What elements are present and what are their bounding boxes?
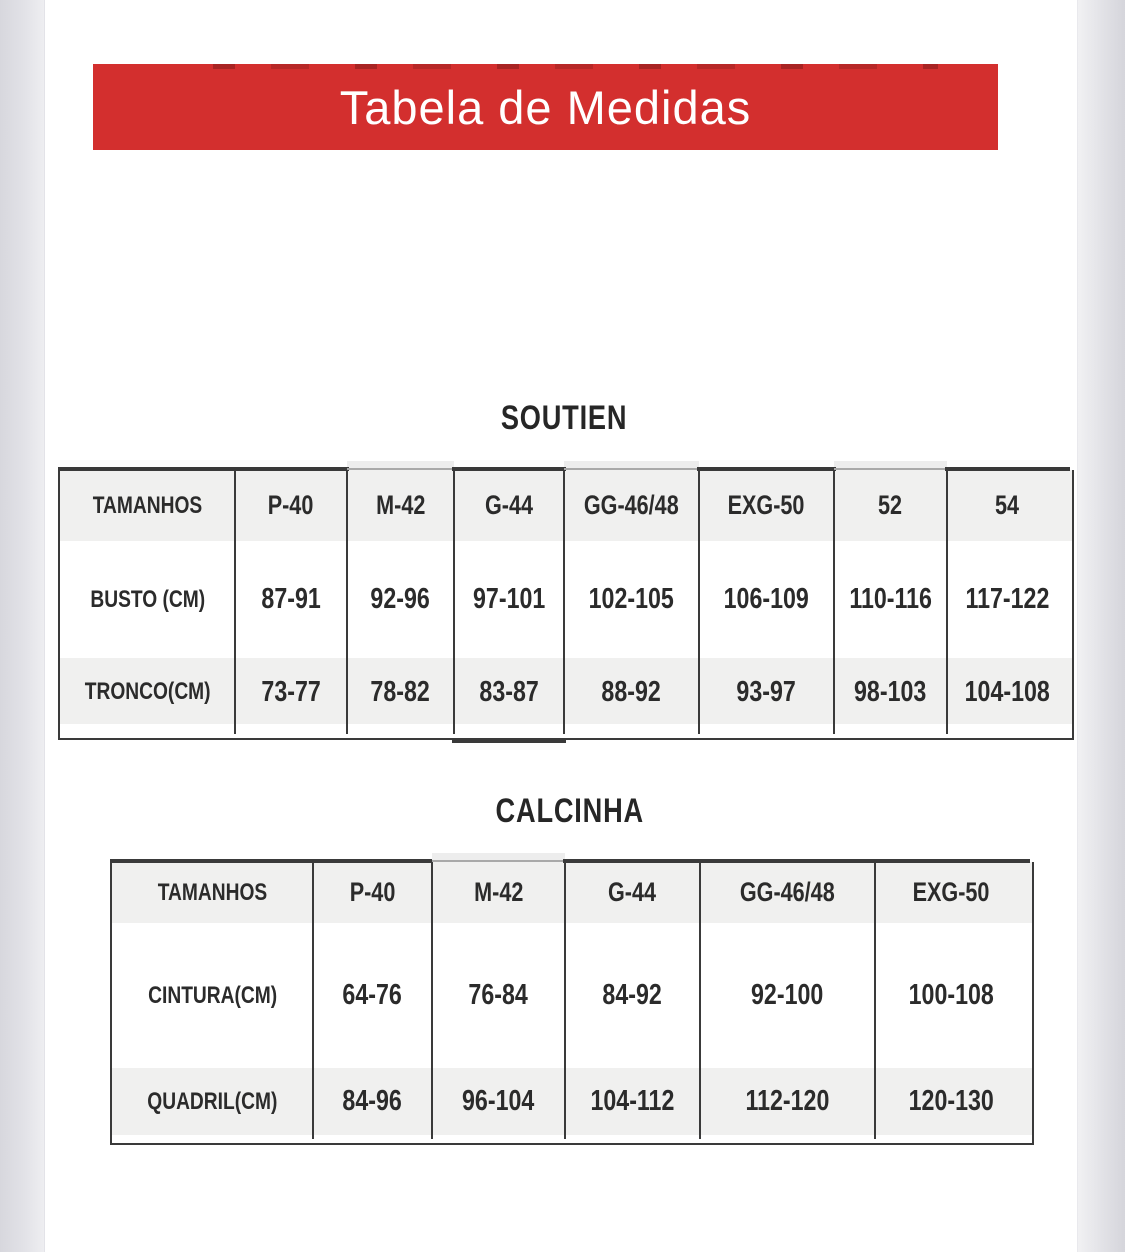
cell-text: TAMANHOS [157, 878, 268, 906]
cell-text: 120-130 [908, 1085, 995, 1117]
calcinha-table-grid [112, 862, 1032, 1143]
cell-text: P-40 [268, 490, 314, 520]
cell-text: 102-105 [588, 583, 675, 615]
cell-text: P-40 [349, 877, 396, 907]
calcinha-size-table [110, 862, 1034, 1145]
column-divider [833, 470, 835, 734]
table-top-border-segment [432, 860, 565, 862]
column-divider [312, 862, 314, 1139]
size-header-cell [699, 470, 834, 541]
cell-text: 83-87 [479, 675, 539, 708]
size-header-cell [834, 470, 947, 541]
size-header-cell [235, 470, 347, 541]
table-border-artifact [564, 461, 699, 468]
measurement-value-cell [347, 658, 454, 734]
table-top-border-segment [697, 467, 836, 471]
measurement-value-cell [947, 541, 1068, 658]
column-divider [564, 862, 566, 1139]
cell-text: 78-82 [370, 675, 431, 708]
cell-text: QUADRIL(CM) [147, 1087, 278, 1115]
measure-label-cell [60, 541, 235, 658]
measurement-value-cell [432, 1068, 565, 1139]
column-divider [431, 862, 433, 1139]
measurement-value-cell [235, 658, 347, 734]
column-divider [563, 470, 565, 734]
table-top-border-segment [564, 468, 699, 470]
measurement-value-cell [564, 658, 699, 734]
corner-header-cell [112, 862, 313, 923]
size-header-cell [565, 862, 700, 923]
column-divider [946, 470, 948, 734]
column-divider [234, 470, 236, 734]
cell-text: 92-100 [751, 979, 824, 1011]
calcinha-section-title [110, 792, 1030, 831]
measurement-value-cell [834, 541, 947, 658]
cell-text: 93-97 [736, 675, 797, 708]
cell-text: 64-76 [342, 979, 403, 1011]
measurement-value-cell [947, 658, 1068, 734]
cell-text: EXG-50 [913, 877, 990, 907]
measurement-value-cell [235, 541, 347, 658]
cell-text: 96-104 [462, 1085, 535, 1117]
measurement-value-cell [347, 541, 454, 658]
cell-text: EXG-50 [728, 490, 805, 520]
size-header-cell [875, 862, 1028, 923]
measure-label-cell [60, 658, 235, 734]
column-divider [699, 862, 701, 1139]
column-divider [346, 470, 348, 734]
cell-text: 76-84 [468, 979, 529, 1011]
soutien-size-table [58, 470, 1074, 740]
cell-text: 112-120 [745, 1085, 830, 1117]
page-sheet [45, 0, 1077, 1252]
size-header-cell [947, 470, 1068, 541]
measurement-value-cell [454, 658, 564, 734]
table-top-border-segment [452, 467, 566, 471]
cell-text: 84-96 [342, 1085, 403, 1117]
measure-label-cell [112, 1068, 313, 1139]
page-right-gutter [1077, 0, 1125, 1252]
measurement-value-cell [313, 923, 432, 1068]
column-divider [874, 862, 876, 1139]
cell-text: G-44 [484, 490, 534, 520]
measurement-value-cell [432, 923, 565, 1068]
measurement-value-cell [700, 923, 875, 1068]
cell-text: G-44 [608, 877, 657, 907]
cell-text: 84-92 [602, 979, 663, 1011]
cell-text: 104-108 [964, 675, 1051, 708]
size-header-cell [564, 470, 699, 541]
measurement-value-cell [875, 1068, 1028, 1139]
corner-header-cell [60, 470, 235, 541]
table-top-border-segment [347, 468, 454, 470]
cell-text: 88-92 [601, 675, 662, 708]
table-top-border-segment [110, 859, 432, 863]
table-bottom-border-artifact [452, 740, 566, 743]
soutien-section-title [58, 399, 1070, 438]
measurement-value-cell [565, 923, 700, 1068]
cell-text: TAMANHOS [92, 491, 203, 519]
size-header-cell [313, 862, 432, 923]
cell-text: CINTURA(CM) [147, 981, 278, 1009]
page-title: Tabela de Medidas [339, 80, 752, 134]
measurement-value-cell [700, 1068, 875, 1139]
measurement-value-cell [564, 541, 699, 658]
measurement-value-cell [875, 923, 1028, 1068]
size-header-cell [347, 470, 454, 541]
cell-text: 98-103 [854, 675, 927, 708]
measure-label-cell [112, 923, 313, 1068]
size-header-cell [454, 470, 564, 541]
soutien-title-text: SOUTIEN [500, 399, 628, 437]
cell-text: 110-116 [849, 583, 932, 615]
cell-text: GG-46/48 [740, 877, 835, 907]
cell-text: 100-108 [908, 979, 995, 1011]
cell-text: 97-101 [472, 583, 546, 615]
table-border-artifact [347, 461, 454, 468]
cell-text: 87-91 [261, 583, 321, 615]
cell-text: M-42 [473, 877, 524, 907]
table-top-border-segment [563, 859, 1030, 863]
cell-text: 92-96 [370, 583, 431, 615]
cell-text: 106-109 [723, 583, 810, 615]
column-divider [698, 470, 700, 734]
measurement-value-cell [834, 658, 947, 734]
table-top-border-segment [58, 467, 349, 471]
page-left-gutter [0, 0, 45, 1252]
measurement-value-cell [565, 1068, 700, 1139]
cell-text: M-42 [375, 490, 426, 520]
cell-text: BUSTO (CM) [90, 585, 205, 613]
size-header-cell [700, 862, 875, 923]
table-border-artifact [432, 853, 565, 860]
table-border-artifact [834, 461, 947, 468]
cell-text: 117-122 [965, 583, 1050, 615]
cell-text: GG-46/48 [584, 490, 679, 520]
column-divider [453, 470, 455, 734]
size-header-cell [432, 862, 565, 923]
table-top-border-segment [945, 467, 1070, 471]
cell-text: 104-112 [590, 1085, 675, 1117]
cell-text: 52 [878, 490, 903, 520]
cell-text: 73-77 [261, 675, 321, 708]
title-banner [93, 64, 998, 150]
cell-text: 54 [995, 490, 1020, 520]
measurement-value-cell [699, 541, 834, 658]
cell-text: TRONCO(CM) [84, 678, 211, 705]
measurement-value-cell [313, 1068, 432, 1139]
calcinha-title-text: CALCINHA [495, 792, 645, 830]
soutien-table-grid [60, 470, 1072, 738]
measurement-value-cell [699, 658, 834, 734]
table-top-border-segment [834, 468, 947, 470]
measurement-value-cell [454, 541, 564, 658]
